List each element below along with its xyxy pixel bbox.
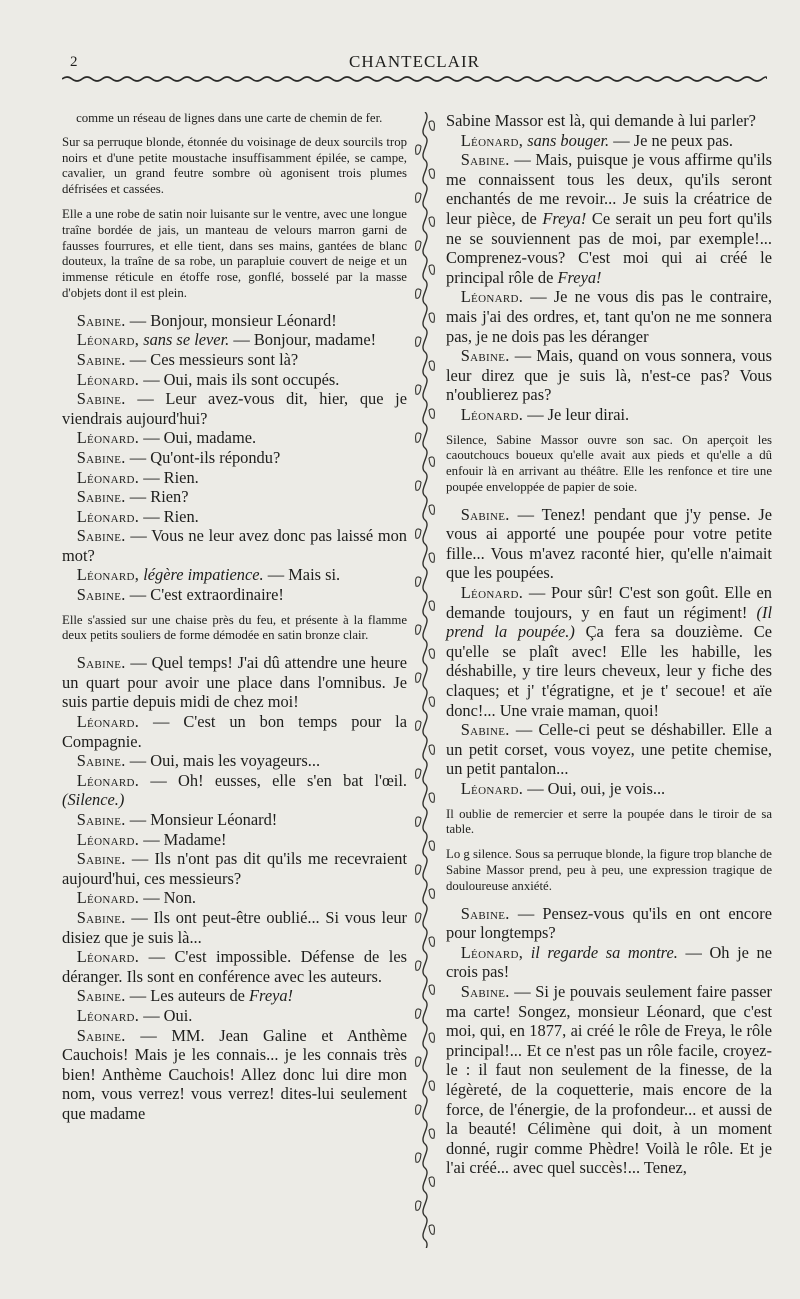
- speaker-name: Sabine.: [76, 487, 126, 507]
- dialogue-line: [446, 150, 772, 287]
- stage-direction: Elle a une robe de satin noir luisante sur le ventre, avec une longue traîne bordée de jais, un manteau de velours marron garni de fausses fourrures, et elle tient, dans ses mains, gantées de blanc douteux, la traîne de sa robe, un parapluie couvert de neige et un immense réticule en étoffe rose, gonflé, bosselé par la masse d'objets dont il est plein.: [62, 206, 407, 300]
- page-header: [62, 50, 767, 74]
- speaker-name: Léonard.: [460, 404, 524, 424]
- vine-leaf: [429, 553, 434, 562]
- right-column: [446, 111, 772, 1178]
- dialogue-line: [62, 428, 407, 448]
- speaker-name: Léonard.: [460, 779, 524, 798]
- line-text: — Oui, oui, je vois...: [523, 779, 666, 798]
- dialogue-line: [62, 526, 407, 565]
- italic-insert: (Il prend la poupée.): [446, 602, 772, 642]
- dialogue-line: [62, 771, 407, 810]
- line-text: — Bonjour, monsieur Léonard!: [125, 310, 337, 330]
- speaker-name: Léonard,: [76, 330, 140, 350]
- dialogue-line: [62, 507, 407, 527]
- vine-leaf: [429, 361, 434, 370]
- line-text: — Oui, mais les voyageurs...: [125, 751, 321, 771]
- vine-leaf: [429, 985, 434, 994]
- vine-leaf: [429, 313, 434, 322]
- speaker-name: Sabine.: [460, 150, 510, 170]
- line-text: — Celle-ci peut se déshabiller. Elle a un petit corset, vous voyez, une petite chemise, un petit pantalon...: [446, 720, 772, 779]
- dialogue-line: [62, 1026, 407, 1124]
- line-text: — Oui, madame.: [139, 428, 257, 448]
- line-text: — Oh je ne crois pas!: [446, 942, 772, 982]
- line-text: — Si je pouvais seulement faire passer ma carte! Songez, monsieur Léonard, que c'est moi, qui, en 1877, ai créé le rôle de Freya, le rôle principal!... Et ce n'est pas un rôle facile, croyez-le : il faut non seulement de la finesse, de la légèreté, de la coquetterie, mais encore de la force, de l'énergie, de la profondeur... et aussi de la beauté! Célimène qui doit, à un moment donné, rugir comme Phèdre! Voilà le rôle. Et je l'ai créé... avec quel succès!... Tenez,: [446, 981, 772, 1178]
- speaker-name: Léonard.: [76, 770, 140, 790]
- line-text-cont: Ce serait un peu fort qu'ils ne se souviennent pas de moi, par exemple!... Comprenez-vous? C'est moi qui ai créé le principal rôle de: [446, 208, 773, 287]
- vine-leaf: [429, 121, 434, 130]
- vine-leaf: [416, 577, 421, 586]
- italic-insert: Freya!: [542, 208, 587, 228]
- inline-direction: il regarde sa montre.: [523, 942, 678, 962]
- line-text: — Rien.: [139, 467, 199, 487]
- speaker-name: Sabine.: [76, 1025, 126, 1045]
- vine-leaf: [416, 625, 421, 634]
- line-text: — Oh! eusses, elle s'en bat l'œil.: [139, 770, 407, 790]
- dialogue-line: [62, 810, 407, 830]
- dialogue-line: [62, 888, 407, 908]
- speaker-name: Léonard.: [76, 712, 140, 732]
- line-text: — Madame!: [139, 829, 227, 849]
- line-text: — Tenez! pendant que j'y pense. Je vous ai apporté une poupée pour votre petite fille... Vous m'avez raconté hier, qu'elle n'aimait que les poupées.: [446, 504, 772, 583]
- vine-leaf: [416, 1009, 421, 1018]
- vine-leaf: [429, 649, 434, 658]
- speaker-name: Léonard,: [460, 130, 524, 150]
- speaker-name: Léonard.: [76, 888, 140, 908]
- line-text: — Mais, quand on vous sonnera, vous leur direz que je suis là, n'est-ce pas? Vous n'oublierez pas?: [446, 346, 772, 405]
- dialogue-line: [446, 405, 772, 425]
- dialogue-line: [446, 943, 772, 982]
- vine-leaf: [429, 169, 434, 178]
- vine-leaf: [416, 289, 421, 298]
- line-text: — Qu'ont-ils répondu?: [125, 447, 281, 467]
- line-text: — Je leur dirai.: [523, 404, 630, 424]
- inline-direction: sans se lever.: [139, 330, 230, 350]
- dialogue-line: [446, 779, 772, 799]
- vine-leaf: [429, 1177, 434, 1186]
- line-text: — Leur avez-vous dit, hier, que je viendrais aujourd'hui?: [62, 389, 407, 428]
- vine-leaf: [416, 769, 421, 778]
- dialogue-line: [62, 947, 407, 986]
- dialogue-line: [62, 751, 407, 771]
- line-text: — Rien.: [139, 506, 199, 526]
- speaker-name: Sabine.: [76, 751, 126, 771]
- line-text: — Vous ne leur avez donc pas laissé mon mot?: [62, 526, 407, 565]
- speaker-name: Léonard.: [460, 583, 524, 603]
- dialogue-line: [446, 505, 772, 583]
- vine-leaf: [429, 841, 434, 850]
- vine-leaf: [429, 1129, 434, 1138]
- left-column: [62, 111, 407, 1124]
- dialogue-line: [62, 849, 407, 888]
- vine-leaf: [416, 385, 421, 394]
- line-text: — C'est impossible. Défense de les déranger. Ils sont en conférence avec les auteurs.: [62, 947, 407, 986]
- dialogue-line: [446, 287, 772, 346]
- speaker-name: Sabine.: [460, 504, 510, 524]
- line-text: — C'est un bon temps pour la Compagnie.: [62, 712, 407, 751]
- italic-insert: (Silence.): [62, 790, 125, 810]
- line-text: — Monsieur Léonard!: [125, 810, 278, 830]
- vine-leaf: [416, 817, 421, 826]
- vine-leaf: [416, 1105, 421, 1114]
- dialogue-line: [62, 585, 407, 605]
- line-text: — Ils n'ont pas dit qu'ils me recevraient aujourd'hui, ces messieurs?: [62, 849, 407, 888]
- speaker-name: Sabine.: [76, 907, 126, 927]
- dialogue-line: [62, 468, 407, 488]
- vine-leaf: [429, 409, 434, 418]
- vine-leaf: [429, 217, 434, 226]
- dialogue-continuation: Sabine Massor est là, qui demande à lui parler?: [446, 111, 756, 130]
- stage-direction: Lo g silence. Sous sa perruque blonde, la figure trop blanche de Sabine Massor prend, peu à peu, une expression tragique de douloureuse anxiété.: [446, 847, 772, 893]
- line-text: — Pensez-vous qu'ils en ont encore pour longtemps?: [446, 903, 772, 943]
- speaker-name: Léonard.: [76, 506, 140, 526]
- speaker-name: Sabine.: [76, 585, 126, 605]
- line-text: — Mais si.: [263, 565, 341, 585]
- dialogue-line: [62, 487, 407, 507]
- vine-leaf: [416, 433, 421, 442]
- line-text: — Pour sûr! C'est son goût. Elle en demande toujours, y en faut un régiment!: [446, 583, 772, 622]
- line-text: — Rien?: [125, 487, 189, 507]
- speaker-name: Sabine.: [76, 389, 126, 409]
- line-text: — Les auteurs de: [125, 986, 250, 1006]
- vine-leaf: [429, 745, 434, 754]
- speaker-name: Léonard.: [76, 1005, 140, 1025]
- speaker-name: Léonard.: [76, 947, 140, 967]
- vine-leaf: [429, 1081, 434, 1090]
- speaker-name: Léonard,: [76, 565, 140, 585]
- stage-direction: Il oublie de remercier et serre la poupée dans le tiroir de sa table.: [446, 806, 772, 837]
- vine-ornament-divider: [410, 112, 440, 1248]
- line-text: — Je ne peux pas.: [609, 130, 733, 150]
- vine-leaf: [429, 1225, 434, 1234]
- inline-direction: légère impatience.: [139, 565, 264, 585]
- vine-leaf: [416, 1057, 421, 1066]
- dialogue-line: [446, 904, 772, 943]
- vine-leaf: [416, 721, 421, 730]
- line-text: — Ces messieurs sont là?: [125, 349, 299, 369]
- vine-leaf: [429, 1033, 434, 1042]
- dialogue-line: [446, 583, 772, 720]
- dialogue-line: [62, 565, 407, 585]
- vine-leaf: [429, 697, 434, 706]
- stage-direction: comme un réseau de lignes dans une carte de chemin de fer.: [76, 111, 383, 125]
- speaker-name: Léonard,: [460, 942, 524, 962]
- line-text: — Quel temps! J'ai dû attendre une heure un quart pour avoir une place dans l'omnibus. Je suis partie depuis midi de chez moi!: [62, 653, 407, 712]
- line-text: — Bonjour, madame!: [229, 330, 377, 350]
- speaker-name: Léonard.: [76, 369, 140, 389]
- running-title: CHANTECLAIR: [349, 52, 480, 71]
- vine-leaf: [429, 601, 434, 610]
- dialogue-line: [62, 830, 407, 850]
- speaker-name: Léonard.: [76, 829, 140, 849]
- vine-leaf: [416, 865, 421, 874]
- dialogue-line: [446, 346, 772, 405]
- line-text: — Non.: [139, 888, 197, 908]
- vine-leaf: [429, 889, 434, 898]
- speaker-name: Sabine.: [460, 981, 510, 1001]
- dialogue-line: [62, 653, 407, 712]
- speaker-name: Sabine.: [76, 653, 126, 673]
- speaker-name: Sabine.: [460, 346, 510, 366]
- speaker-name: Sabine.: [76, 849, 126, 869]
- vine-leaf: [429, 937, 434, 946]
- vine-leaf: [416, 961, 421, 970]
- page-number: 2: [70, 54, 78, 70]
- speaker-name: Sabine.: [460, 903, 510, 923]
- vine-leaf: [416, 145, 421, 154]
- line-text: — Mais, puisque je vous affirme qu'ils me connaissent tous les deux, qu'ils seront enchantés de me revoir... Je suis la créatrice de leur pièce, de: [446, 150, 772, 228]
- speaker-name: Sabine.: [76, 986, 126, 1006]
- dialogue-line: [62, 1006, 407, 1026]
- speaker-name: Léonard.: [460, 287, 524, 307]
- vine-leaf: [429, 457, 434, 466]
- stage-direction: Silence, Sabine Massor ouvre son sac. On aperçoit les caoutchoucs boueux qu'elle avait aux pieds et qu'elle a dû enfouir là en arrivant au théâtre. Elle les renfonce et tire une poupée enveloppée de papier de soie.: [446, 432, 772, 494]
- dialogue-line: [62, 908, 407, 947]
- speaker-name: Sabine.: [460, 720, 510, 740]
- vine-leaf: [416, 1201, 421, 1210]
- vine-leaf: [429, 265, 434, 274]
- dialogue-line: [446, 720, 772, 779]
- dialogue-line: [446, 982, 772, 1178]
- vine-leaf: [416, 913, 421, 922]
- speaker-name: Sabine.: [76, 526, 126, 546]
- vine-leaf: [416, 673, 421, 682]
- speaker-name: Sabine.: [76, 349, 126, 369]
- dialogue-line: [62, 712, 407, 751]
- line-text-cont: Ça fera sa douzième. Ce qu'elle se plaît avec! Elle les habille, les déshabille, y tire leurs cheveux, leur y fiche des claques; et j' t'égratigne, et je t' secoue! et aïe donc!... Une vraie maman, quoi!: [446, 622, 772, 720]
- vine-leaf: [416, 193, 421, 202]
- vine-leaf: [416, 1153, 421, 1162]
- vine-leaf: [416, 481, 421, 490]
- inline-direction: sans bouger.: [523, 130, 610, 150]
- dialogue-line: [446, 131, 772, 151]
- vine-leaf: [416, 241, 421, 250]
- speaker-name: Léonard.: [76, 467, 140, 487]
- stage-direction: Sur sa perruque blonde, étonnée du voisinage de deux sourcils trop noirs et d'une petite moustache insuffisamment épilée, se campe, cavalier, un grand feutre sombre où agonisent trois plumes défrisées et cassées.: [62, 134, 407, 197]
- speaker-name: Léonard.: [76, 428, 140, 448]
- dialogue-line: [62, 370, 407, 390]
- italic-insert: Freya!: [249, 986, 294, 1006]
- dialogue-line: [62, 389, 407, 428]
- dialogue-line: [62, 330, 407, 350]
- dialogue-line: [62, 311, 407, 331]
- speaker-name: Sabine.: [76, 310, 126, 330]
- vine-leaf: [429, 505, 434, 514]
- dialogue-line: [62, 350, 407, 370]
- italic-insert: Freya!: [557, 267, 602, 287]
- dialogue-line: [62, 448, 407, 468]
- vine-leaf: [429, 793, 434, 802]
- speaker-name: Sabine.: [76, 810, 126, 830]
- header-wavy-rule: [62, 74, 767, 84]
- line-text: — Ils ont peut-être oublié... Si vous leur disiez que je suis là...: [62, 907, 407, 947]
- speaker-name: Sabine.: [76, 447, 126, 467]
- vine-leaf: [416, 337, 421, 346]
- dialogue-line: [62, 986, 407, 1006]
- stage-direction: Elle s'assied sur une chaise près du feu, et présente à la flamme deux petits souliers de forme démodée en satin bronze clair.: [62, 612, 407, 643]
- line-text: — MM. Jean Galine et Anthème Cauchois! Mais je les connais... je les connais très bien! Anthème Cauchois! Allez donc lui dire mon nom, vous verrez! vous verrez! dites-lui seulement que madame: [62, 1025, 407, 1123]
- line-text: — Oui.: [139, 1005, 193, 1025]
- line-text: — C'est extraordinaire!: [125, 585, 284, 605]
- line-text: — Je ne vous dis pas le contraire, mais j'ai des ordres, et, tant qu'on ne me sonnera pas, je ne dois pas les déranger: [446, 287, 772, 346]
- vine-leaf: [416, 529, 421, 538]
- line-text: — Oui, mais ils sont occupés.: [139, 369, 340, 389]
